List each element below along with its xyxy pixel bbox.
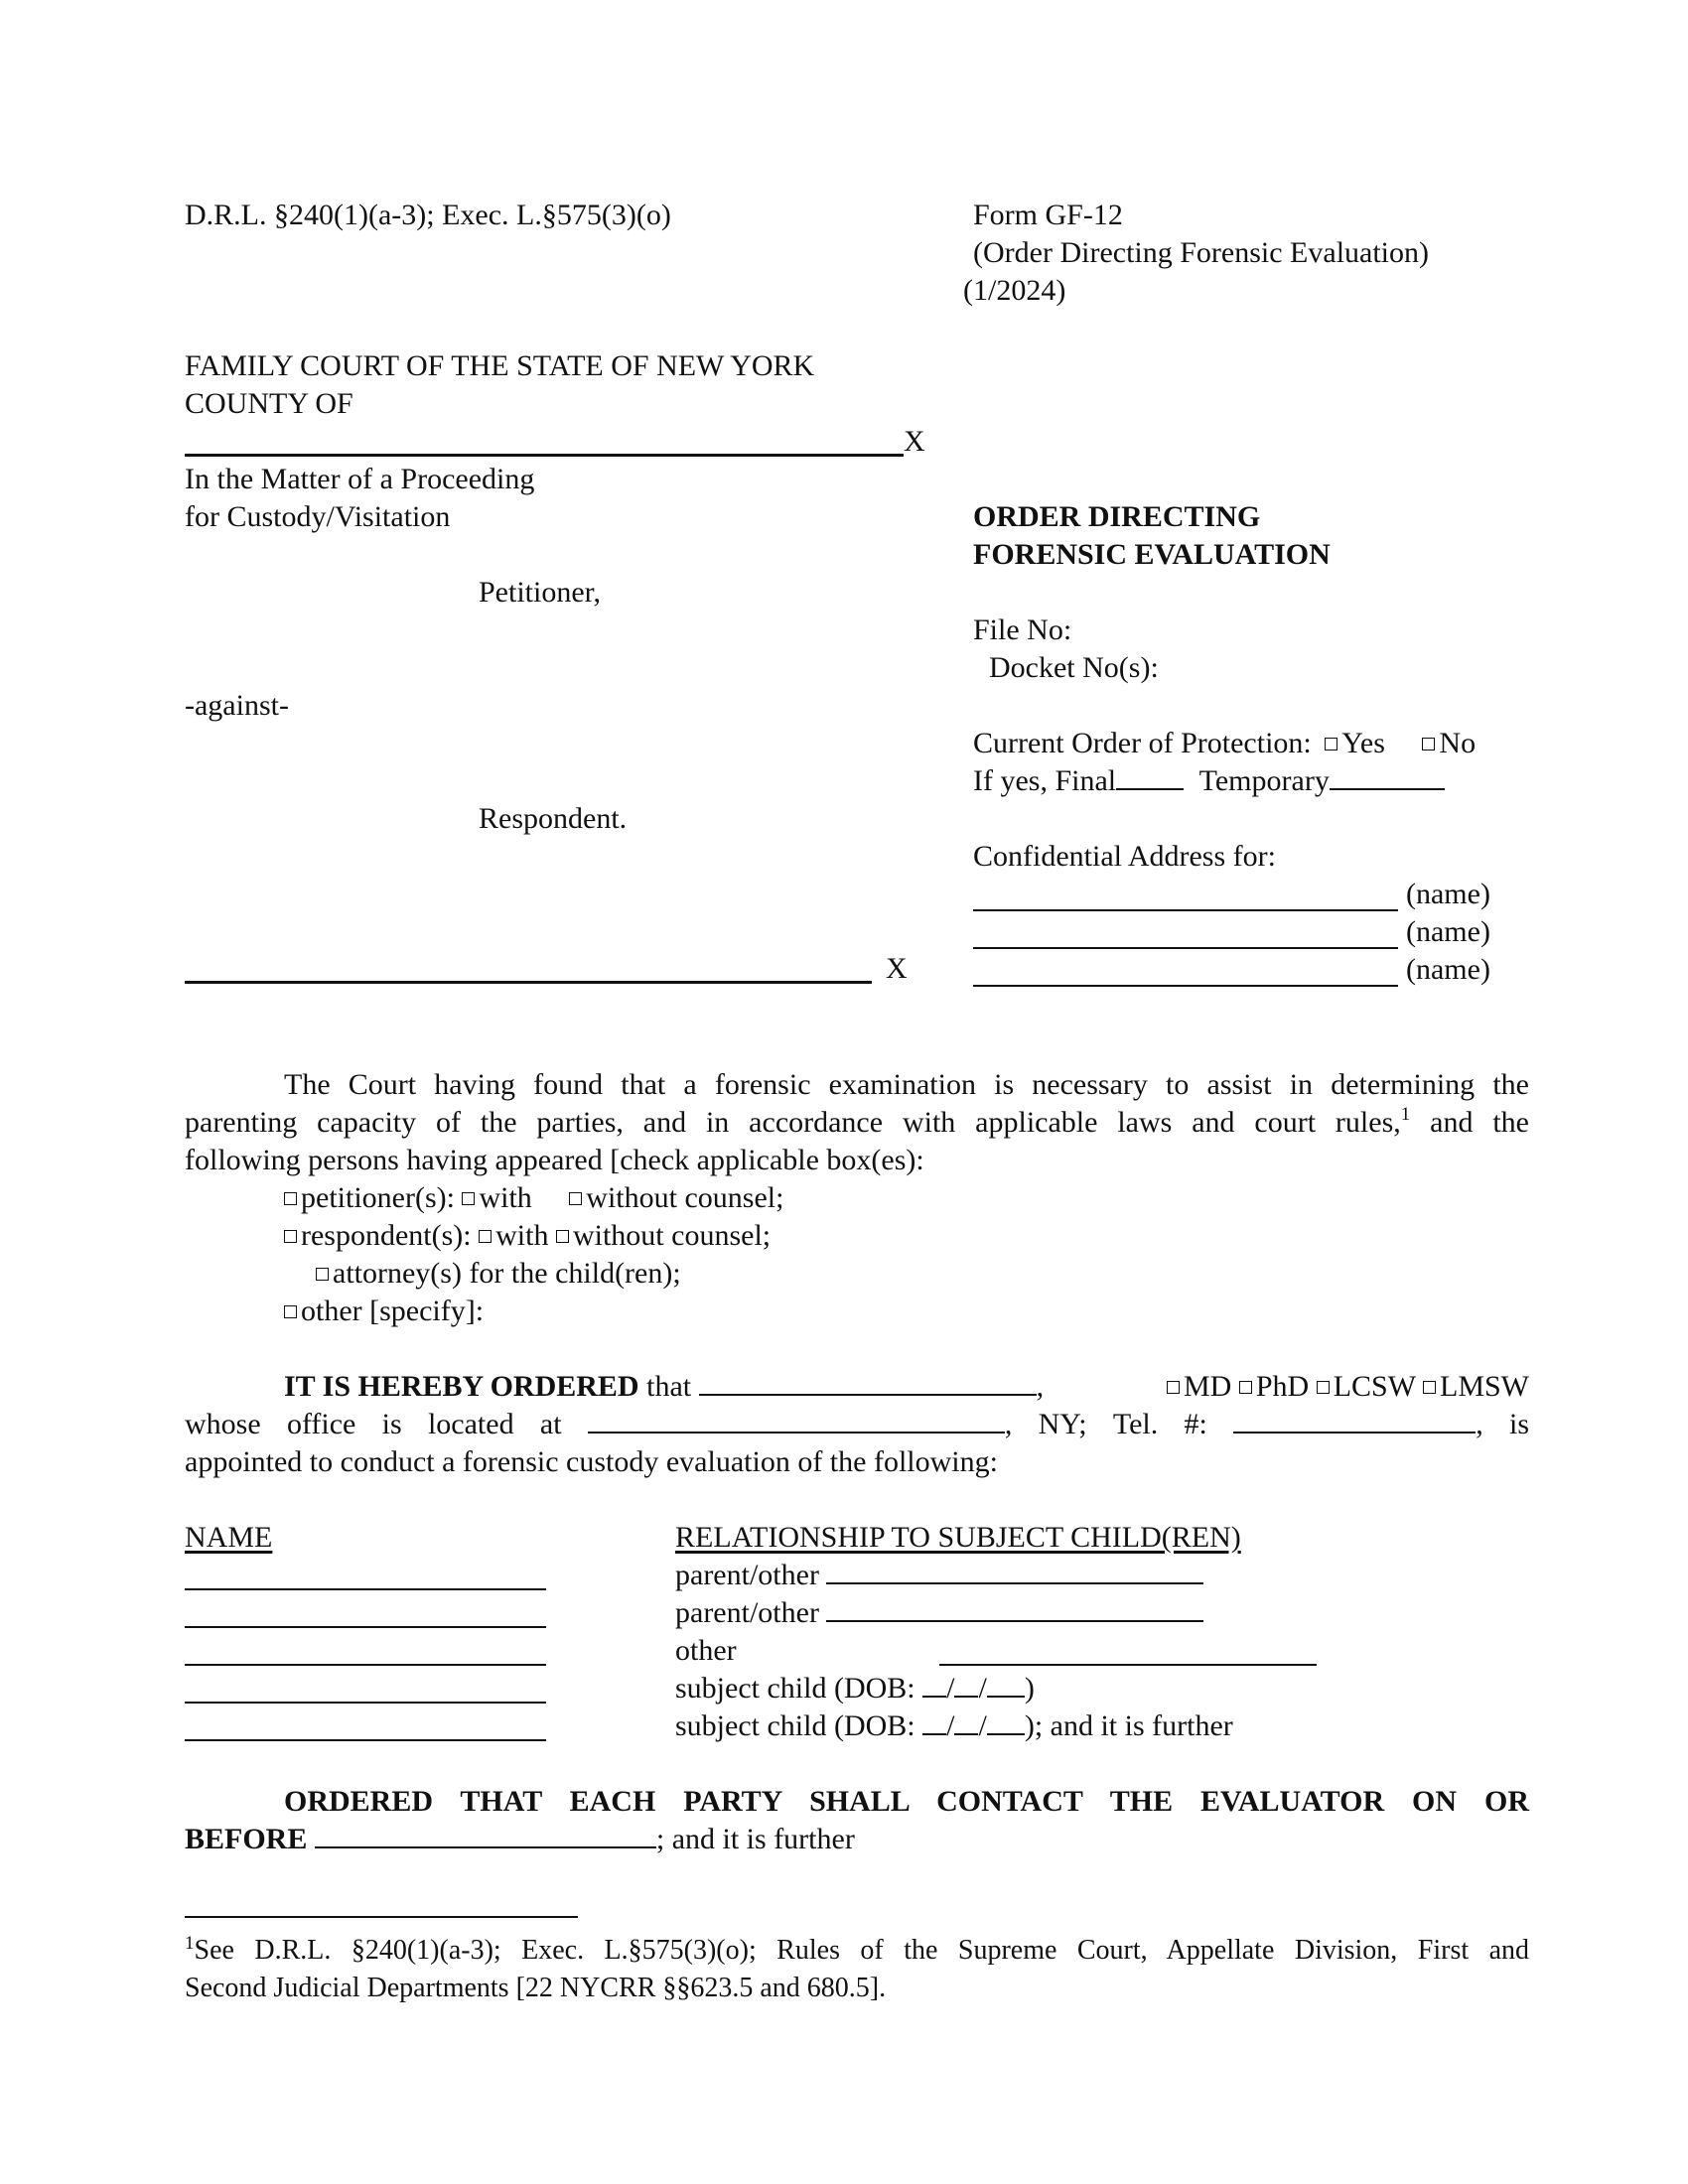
name-label-2: (name): [1406, 915, 1490, 948]
matter-line-1: In the Matter of a Proceeding: [185, 463, 535, 495]
whose-word: whose: [185, 1408, 261, 1440]
relationship-label-4: subject child (DOB:: [675, 1672, 915, 1705]
attorney-appearance-row: [316, 1255, 681, 1293]
phd-checkbox[interactable]: [1239, 1381, 1252, 1394]
ny-word: NY;: [1038, 1408, 1087, 1440]
dob-day-2[interactable]: [954, 1707, 978, 1735]
is-end-word: is: [1508, 1408, 1529, 1440]
is-word: is: [381, 1408, 402, 1440]
temporary-label: Temporary: [1198, 764, 1330, 797]
petitioner-without-checkbox[interactable]: [569, 1192, 582, 1205]
tel-hash: #:: [1184, 1408, 1207, 1440]
temporary-blank[interactable]: [1330, 762, 1445, 790]
dob-day-1[interactable]: [954, 1670, 978, 1698]
intro-line-3: following persons having appeared [check applicable box(es):: [185, 1144, 924, 1176]
md-label: MD: [1184, 1370, 1232, 1403]
protection-yes-label: Yes: [1341, 727, 1385, 759]
relationship-column-header: RELATIONSHIP TO SUBJECT CHILD(REN): [675, 1521, 1241, 1554]
relationship-row-1: [675, 1557, 1203, 1594]
footnote-line-1: [185, 1932, 1529, 1973]
final-label: If yes, Final: [973, 764, 1117, 797]
located-word: located: [427, 1408, 514, 1440]
petitioner-checkbox[interactable]: [284, 1192, 297, 1205]
ordered-that: that: [646, 1370, 692, 1403]
petitioner-label: Petitioner,: [479, 576, 601, 609]
attorney-appearance-label: attorney(s) for the child(ren);: [333, 1257, 681, 1290]
dob-close-2: ); and it is further: [1024, 1709, 1233, 1742]
statute-reference: D.R.L. §240(1)(a-3); Exec. L.§575(3)(o): [185, 199, 671, 231]
confidential-address-label: Confidential Address for:: [973, 840, 1276, 873]
respondent-with-label: with: [495, 1219, 549, 1252]
matter-line-2: for Custody/Visitation: [185, 500, 451, 533]
other-checkbox[interactable]: [284, 1305, 297, 1318]
ordered-line-1: IT IS HEREBY ORDERED that , MD PhD LCSW LMSW: [284, 1370, 1529, 1403]
final-blank[interactable]: [1116, 762, 1184, 790]
dob-month-2[interactable]: [922, 1707, 946, 1735]
name-line-1[interactable]: [185, 1588, 546, 1590]
petitioner-with-checkbox[interactable]: [462, 1192, 475, 1205]
contact-line-1: ORDERED THAT EACH PARTY SHALL CONTACT THE EVALUATOR ON OR: [284, 1785, 1529, 1818]
intro-line-1: The Court having found that a forensic examination is necessary to assist in determining the: [284, 1068, 1529, 1101]
protection-no-label: No: [1439, 727, 1477, 759]
form-date: (1/2024): [963, 274, 1066, 307]
order-of-protection-label: Current Order of Protection:: [973, 727, 1312, 759]
evaluator-name-blank[interactable]: [699, 1368, 1037, 1396]
relationship-row-2: [675, 1594, 1203, 1632]
lmsw-checkbox[interactable]: [1423, 1381, 1436, 1394]
court-name: FAMILY COURT OF THE STATE OF NEW YORK: [185, 349, 815, 382]
caption-x-top: X: [904, 425, 925, 458]
respondent-without-checkbox[interactable]: [556, 1230, 569, 1243]
lmsw-label: LMSW: [1440, 1370, 1529, 1403]
telephone-blank[interactable]: [1233, 1406, 1476, 1433]
caption-top-rule: [185, 454, 904, 457]
order-title-line-2: FORENSIC EVALUATION: [973, 538, 1331, 571]
relationship-label-3: other: [675, 1634, 737, 1667]
relationship-row-5: subject child (DOB: / / ); and it is further: [675, 1709, 1233, 1742]
lcsw-label: LCSW: [1333, 1370, 1416, 1403]
at-word: at: [539, 1408, 562, 1440]
order-title-line-1: ORDER DIRECTING: [973, 500, 1261, 533]
county-label: COUNTY OF: [185, 387, 353, 420]
name-line-2[interactable]: [185, 1626, 546, 1628]
confidential-name-line-3[interactable]: [973, 985, 1398, 987]
appointed-line: appointed to conduct a forensic custody evaluation of the following:: [185, 1445, 998, 1478]
against-label: -against-: [185, 689, 289, 722]
form-number: Form GF-12: [973, 199, 1123, 231]
office-word: office: [286, 1408, 356, 1440]
docket-number-label: Docket No(s):: [989, 651, 1159, 684]
lcsw-checkbox[interactable]: [1317, 1381, 1330, 1394]
name-column-header: NAME: [185, 1521, 273, 1554]
office-address-blank[interactable]: [588, 1406, 1005, 1433]
confidential-name-line-2[interactable]: [973, 947, 1398, 949]
relationship-blank-2[interactable]: [826, 1594, 1203, 1622]
relationship-blank-3[interactable]: [939, 1664, 1317, 1666]
name-line-4[interactable]: [185, 1702, 546, 1704]
relationship-row-3: [675, 1632, 737, 1670]
name-label-1: (name): [1406, 878, 1490, 910]
confidential-name-line-1[interactable]: [973, 909, 1398, 911]
dob-month-1[interactable]: [922, 1670, 946, 1698]
petitioner-with-label: with: [479, 1181, 532, 1214]
intro-line-2: [185, 1104, 1529, 1146]
tel-word: Tel.: [1112, 1408, 1159, 1440]
ordered-line-2: whose office is located at , NY; Tel. #: , is: [185, 1406, 1529, 1443]
respondent-appearance-row: [284, 1217, 771, 1255]
file-number-label: File No:: [973, 614, 1072, 646]
protection-yes-checkbox[interactable]: [1325, 738, 1337, 751]
order-of-protection-row: [973, 725, 1476, 762]
petitioner-without-label: without counsel;: [586, 1181, 784, 1214]
md-checkbox[interactable]: [1167, 1381, 1180, 1394]
contact-before: BEFORE: [185, 1823, 308, 1855]
protection-no-checkbox[interactable]: [1422, 738, 1435, 751]
petitioner-appearance-label: petitioner(s):: [301, 1181, 455, 1214]
footnote-line-2: Second Judicial Departments [22 NYCRR §§623.5 and 680.5].: [185, 1973, 887, 2003]
respondent-checkbox[interactable]: [284, 1230, 297, 1243]
respondent-appearance-label: respondent(s):: [301, 1219, 472, 1252]
contact-end: ; and it is further: [655, 1823, 855, 1855]
dob-year-2[interactable]: [987, 1707, 1025, 1735]
footnote-text-1: See D.R.L. §240(1)(a-3); Exec. L.§575(3)(o); Rules of the Supreme Court, Appellate Division, First and: [194, 1935, 1529, 1966]
other-appearance-row: [284, 1293, 484, 1330]
attorney-checkbox[interactable]: [316, 1268, 329, 1281]
intro-line-2-text: parenting capacity of the parties, and in accordance with applicable laws and court rules,: [185, 1106, 1401, 1139]
footnote-number: 1: [185, 1933, 195, 1954]
relationship-label-5: subject child (DOB:: [675, 1709, 915, 1742]
relationship-blank-1[interactable]: [826, 1557, 1203, 1584]
petitioner-appearance-row: [284, 1179, 783, 1217]
caption-bottom-rule: [185, 981, 872, 984]
intro-line-2-end: and the: [1430, 1106, 1529, 1139]
name-label-3: (name): [1406, 953, 1490, 986]
form-title: (Order Directing Forensic Evaluation): [973, 236, 1430, 269]
relationship-label-2: parent/other: [675, 1596, 819, 1629]
respondent-with-checkbox[interactable]: [479, 1230, 492, 1243]
caption-x-bottom: X: [886, 952, 908, 985]
contact-line-2: [185, 1821, 855, 1858]
relationship-row-4: subject child (DOB: / / ): [675, 1672, 1035, 1705]
phd-label: PhD: [1255, 1370, 1310, 1403]
contact-date-blank[interactable]: [315, 1821, 656, 1848]
relationship-label-1: parent/other: [675, 1559, 819, 1591]
dob-close-1: ): [1024, 1672, 1035, 1705]
other-appearance-label: other [specify]:: [301, 1295, 485, 1327]
name-line-5[interactable]: [185, 1739, 546, 1741]
footnote-separator: [185, 1916, 578, 1918]
ordered-lead: IT IS HEREBY ORDERED: [284, 1370, 639, 1403]
footnote-ref: 1: [1400, 1104, 1411, 1125]
respondent-label: Respondent.: [479, 802, 628, 835]
respondent-without-label: without counsel;: [572, 1219, 772, 1252]
dob-year-1[interactable]: [987, 1670, 1025, 1698]
protection-type-row: [973, 762, 1445, 800]
name-line-3[interactable]: [185, 1664, 546, 1666]
